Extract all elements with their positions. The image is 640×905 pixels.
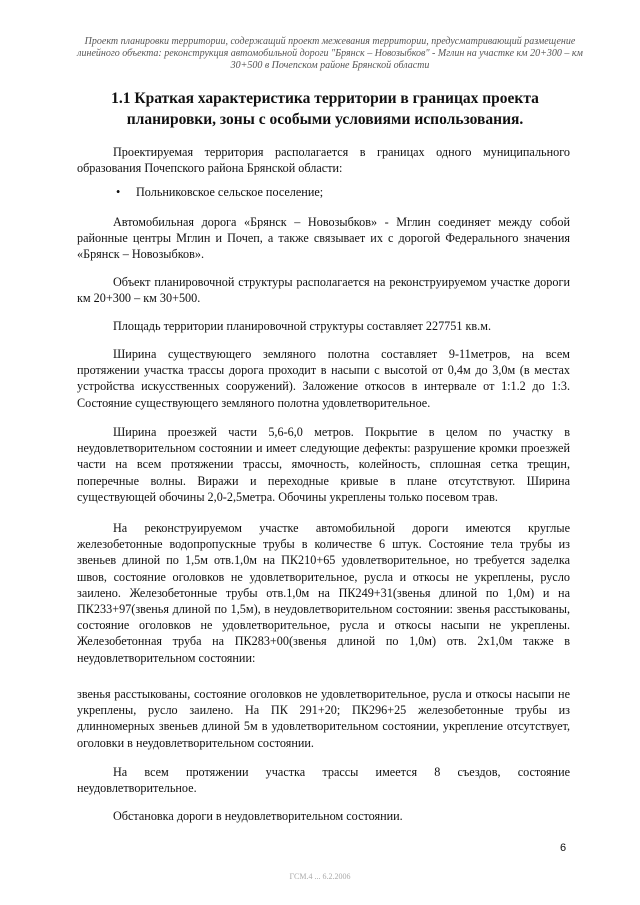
footer-stamp: ГСМ.4 ... 6.2.2006 [289, 872, 351, 881]
paragraph-exits: На всем протяжении участка трассы имеется 8 съездов, состояние неудовлетворительное. [77, 765, 570, 796]
paragraph-object: Объект планировочной структуры располагается на реконструируемом участке дороги км 20+300 – км 30+500. [77, 275, 570, 306]
paragraph-roadbed: Ширина существующего земляного полотна составляет 9-11метров, на всем протяжении участка трассы дорога проходит в насыпи с высотой от 0,4м до 3,0м (в местах устройства искусственных сооружений). Заложение откосов в интервале от 1:1.2 до 1:3. Состояние существующего земляного полотна удовлетворительное. [77, 347, 570, 410]
running-header: Проект планировки территории, содержащий проект межевания территории, предусматривающий размещение линейного объекта: реконструкция автомобильной дороги "Брянск – Новозыбков" - Мглин на участке км 20+300 – км 30+500 в Почепском районе Брянской области [77, 36, 583, 71]
paragraph-territory: Проектируемая территория располагается в границах одного муниципального образования Почепского района Брянской области: [77, 145, 570, 176]
paragraph-culverts-continued: звенья расстыкованы, состояние оголовков не удовлетворительное, русла и откосы насыпи не укреплены, русло заилено. На ПК 291+20; ПК296+25 железобетонные трубы из длинномерных звеньев длиной 5м в удовлетворительном состоянии, укрепление отсутствует, оголовки в неудовлетворительном состоянии. [77, 687, 570, 750]
section-title: 1.1 Краткая характеристика территории в границах проекта планировки, зоны с особыми условиями использования. [111, 90, 539, 128]
paragraph-carriageway: Ширина проезжей части 5,6-6,0 метров. Покрытие в целом по участку в неудовлетворительном состоянии и имеет следующие дефекты: разрушение кромки проезжей части на всем протяжении трассы, ямочность, колейность, сплошная сетка трещин, поперечные волны. Виражи и переходные кривые в плане отсутствуют. Ширина существующей обочины 2,0-2,5метра. Обочины укреплены только посевом трав. [77, 425, 570, 504]
bullet-icon: • [116, 185, 121, 199]
paragraph-furnishing: Обстановка дороги в неудовлетворительном состоянии. [113, 809, 403, 823]
paragraph-culverts: На реконструируемом участке автомобильной дороги имеются круглые железобетонные водопропускные трубы в количестве 6 штук. Состояние тела трубы из звеньев длиной по 1,5м отв.1,0м на ПК210+65 удовлетворительное, но требуется заделка швов, состояние оголовков не удовлетворительное, русла и откосы не укреплены, русло заилено. Железобетонные трубы отв.1,0м на ПК249+31(звенья длиной по 1,0м) и на ПК233+97(звенья длиной по 1,5м), в неудовлетворительном состоянии: звенья расстыкованы, состояние оголовков не удовлетворительное, русла и откосы насыпи не укреплены. Железобетонная труба на ПК283+00(звенья длиной по 1,0м) отв. 2х1,0м также в неудовлетворительном состоянии: [77, 521, 570, 665]
paragraph-road: Автомобильная дорога «Брянск – Новозыбков» - Мглин соединяет между собой районные центры Мглин и Почеп, а также связывает их с дорогой Федерального значения «Брянск – Новозыбков». [77, 215, 570, 262]
paragraph-area: Площадь территории планировочной структуры составляет 227751 кв.м. [113, 319, 491, 333]
bullet-item [116, 184, 516, 200]
page-number: 6 [560, 842, 567, 854]
bullet-text: Польниковское сельское поселение; [136, 185, 324, 199]
